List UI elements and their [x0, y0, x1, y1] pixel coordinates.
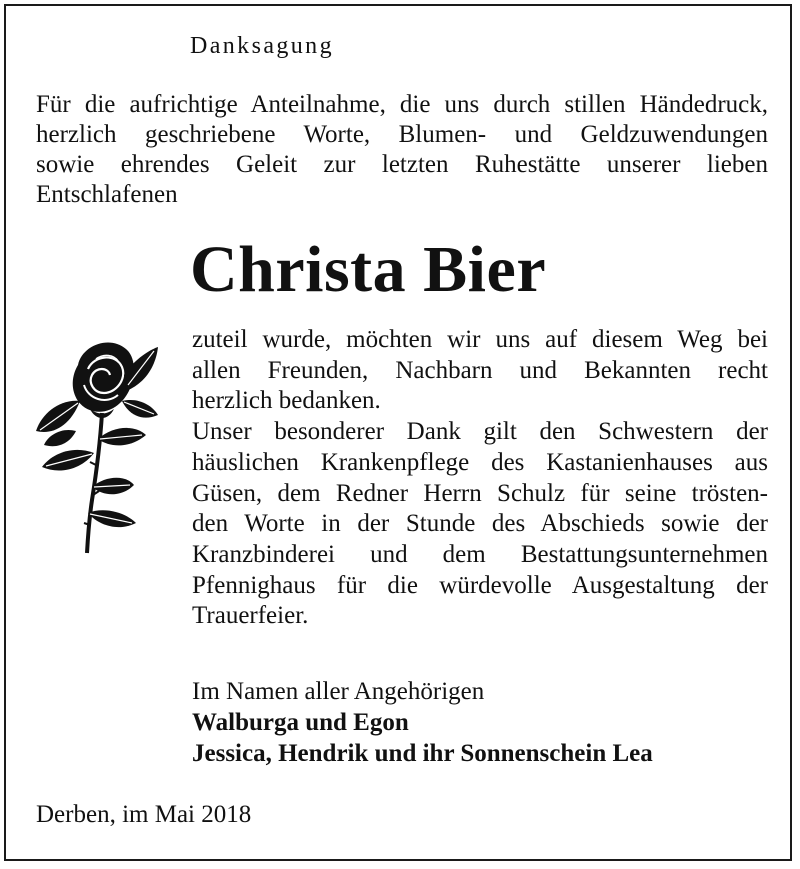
- place-date: Derben, im Mai 2018: [36, 801, 252, 828]
- body-line: Güsen, dem Redner Herrn Schulz für seine trösten-: [192, 479, 768, 507]
- body-line: Unser besonderer Dank gilt den Schwestern der: [192, 418, 768, 446]
- intro-line: herzlich geschriebene Worte, Blumen- und Geldzuwendungen: [36, 121, 768, 148]
- body-line: Trauerfeier.: [192, 602, 309, 630]
- signatory-line: Jessica, Hendrik und ihr Sonnenschein Lea: [192, 740, 653, 767]
- intro-line: Entschlafenen: [36, 181, 178, 208]
- deceased-name: Christa Bier: [190, 233, 547, 306]
- intro-paragraph: [36, 90, 768, 210]
- intro-line: Für die aufrichtige Anteilnahme, die uns durch stillen Händedruck,: [36, 91, 768, 118]
- body-line: herzlich bedanken.: [192, 387, 381, 415]
- thanks-paragraph: [192, 325, 768, 632]
- notice-heading: Danksagung: [190, 33, 334, 59]
- body-line: häuslichen Krankenpflege des Kastanienhauses aus: [192, 448, 768, 476]
- body-line: allen Freunden, Nachbarn und Bekannten recht: [192, 356, 768, 384]
- body-line: zuteil wurde, möchten wir uns auf diesem Weg bei: [192, 326, 768, 353]
- signatory-line: Walburga und Egon: [192, 709, 409, 736]
- body-line: Pfennighaus für die würdevolle Ausgestaltung der: [192, 571, 768, 599]
- body-line: den Worte in der Stunde des Abschieds sowie der: [192, 510, 768, 538]
- signoff-intro: Im Namen aller Angehörigen: [192, 678, 485, 705]
- rose-icon: [30, 335, 165, 555]
- intro-line: sowie ehrendes Geleit zur letzten Ruhestätte unserer lieben: [36, 151, 768, 178]
- signoff-block: [192, 676, 653, 769]
- body-line: Kranzbinderei und dem Bestattungsunternehmen: [192, 540, 768, 568]
